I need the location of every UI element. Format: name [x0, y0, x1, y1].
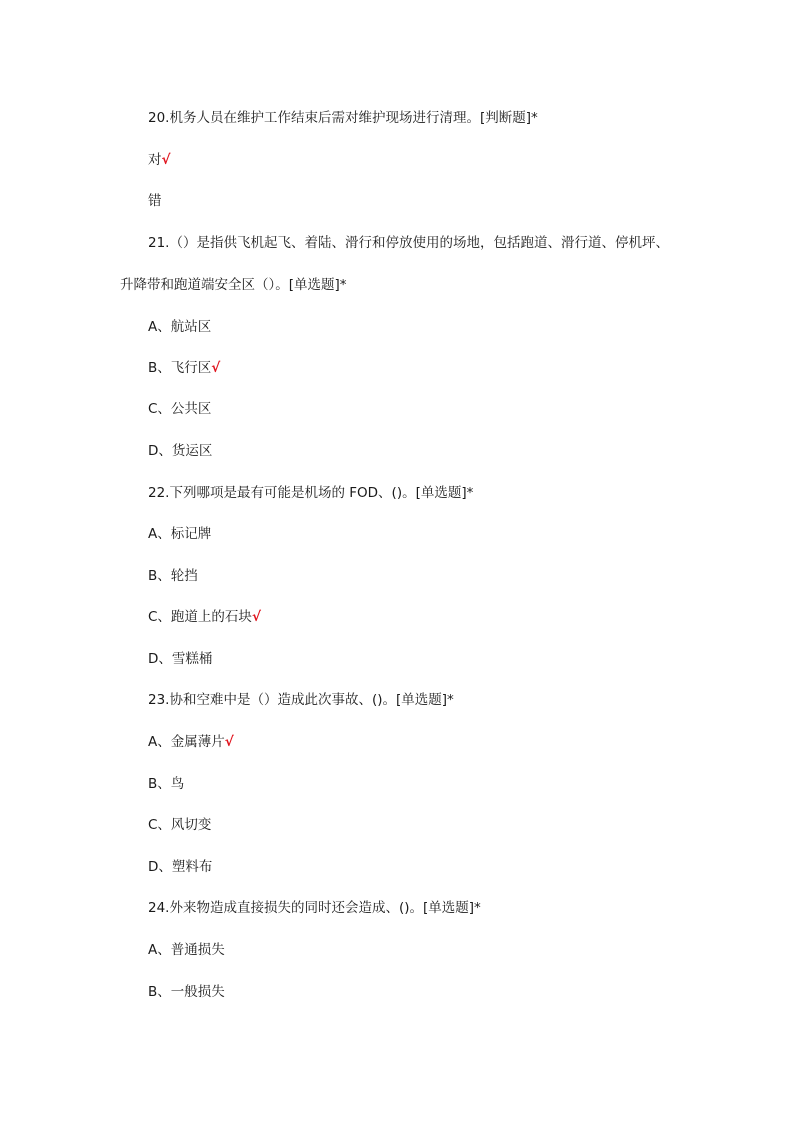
q21-stem-line2: [120, 275, 347, 295]
option-text: C、风切变: [148, 817, 212, 833]
q23-option-c: [148, 815, 211, 835]
check-mark-icon: √: [161, 152, 171, 168]
q24-option-b: [148, 982, 225, 1002]
option-text: B、鸟: [148, 776, 185, 792]
q23-text: 23.协和空难中是（）造成此次事故、()。[单选题]*: [148, 692, 454, 708]
option-text: A、航站区: [148, 319, 212, 335]
option-text: C、跑道上的石块: [148, 609, 252, 625]
option-text: 对: [148, 152, 162, 168]
q21-text: 升降带和跑道端安全区（）。[单选题]*: [120, 277, 347, 293]
q21-option-c: [148, 399, 211, 419]
option-text: C、公共区: [148, 401, 212, 417]
option-text: B、飞行区: [148, 360, 212, 376]
q22-stem: [148, 483, 473, 503]
q21-option-b: [148, 358, 220, 378]
check-mark-icon: √: [224, 734, 234, 750]
q24-text: 24.外来物造成直接损失的同时还会造成、()。[单选题]*: [148, 900, 481, 916]
q22-option-a: [148, 524, 211, 544]
q22-option-d: [148, 649, 212, 669]
option-text: A、标记牌: [148, 526, 212, 542]
option-text: D、货运区: [148, 443, 213, 459]
check-mark-icon: √: [251, 609, 261, 625]
check-mark-icon: √: [211, 360, 221, 376]
option-text: A、普通损失: [148, 942, 225, 958]
q20-stem: [148, 108, 538, 128]
option-text: A、金属薄片: [148, 734, 225, 750]
q22-option-c: [148, 607, 261, 627]
option-text: B、一般损失: [148, 984, 225, 1000]
option-text: D、雪糕桶: [148, 651, 213, 667]
option-text: 错: [148, 193, 162, 209]
q23-option-d: [148, 857, 212, 877]
option-text: B、轮挡: [148, 568, 198, 584]
q21-text: 21.（）是指供飞机起飞、着陆、滑行和停放使用的场地，包括跑道、滑行道、停机坪、: [148, 235, 669, 251]
option-text: D、塑料布: [148, 859, 213, 875]
q24-option-a: [148, 940, 225, 960]
q21-option-a: [148, 317, 211, 337]
q22-text: 22.下列哪项是最有可能是机场的 FOD、()。[单选题]*: [148, 485, 474, 501]
q22-option-b: [148, 566, 198, 586]
q20-option-false: [148, 191, 162, 211]
q23-stem: [148, 690, 454, 710]
q20-text: 20.机务人员在维护工作结束后需对维护现场进行清理。[判断题]*: [148, 110, 538, 126]
q24-stem: [148, 898, 481, 918]
q20-option-true: [148, 150, 171, 170]
q21-option-d: [148, 441, 212, 461]
q23-option-a: [148, 732, 234, 752]
q21-stem-line1: [148, 233, 669, 253]
q23-option-b: [148, 774, 184, 794]
